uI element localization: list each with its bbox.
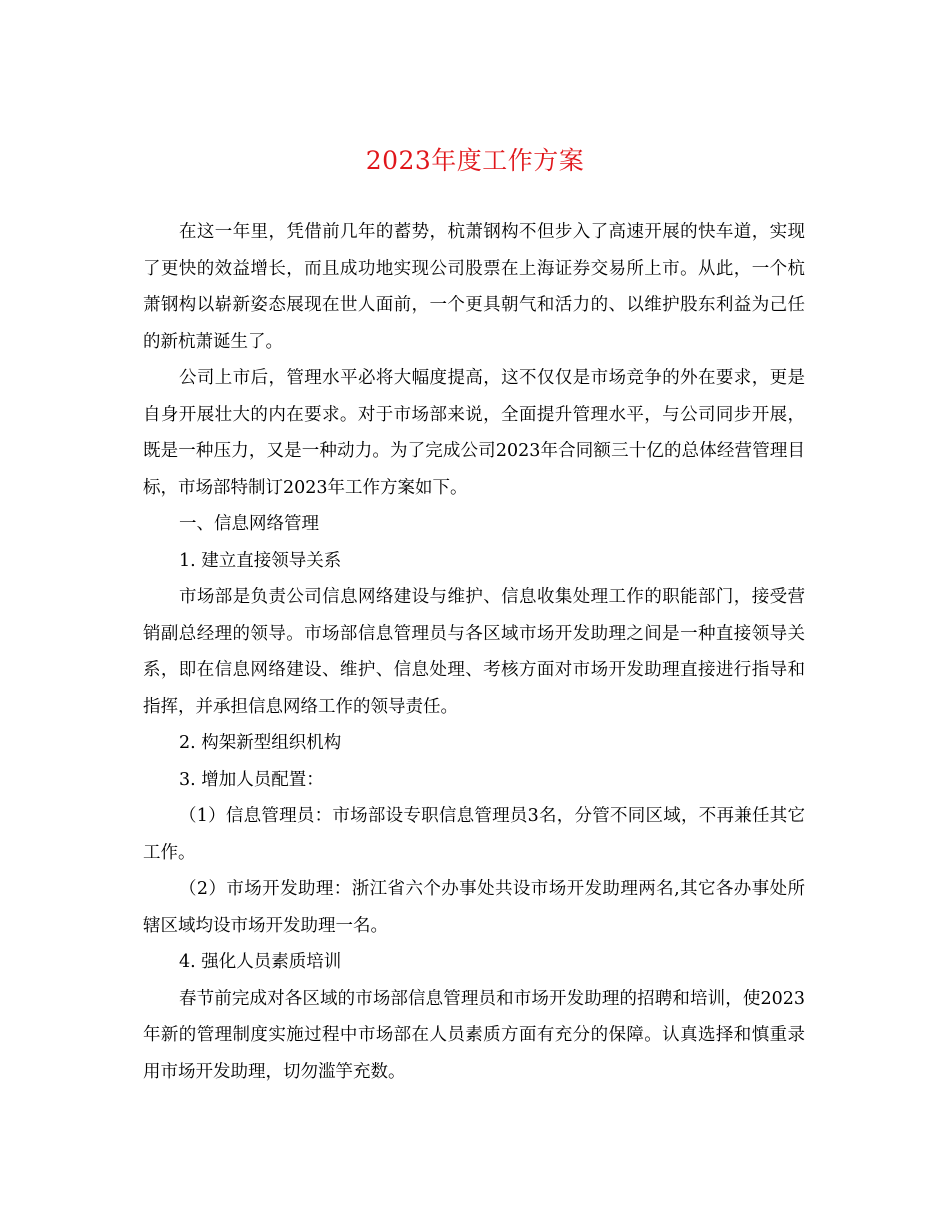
paragraph-staff-1: （1）信息管理员：市场部设专职信息管理员3名，分管不同区域，不再兼任其它工作。 bbox=[143, 806, 805, 863]
item-heading-1: 1. 建立直接领导关系 bbox=[179, 550, 342, 571]
paragraph-goal: 公司上市后，管理水平必将大幅度提高，这不仅仅是市场竞争的外在要求，更是自身开展壮大的内在要求。对于市场部来说，全面提升管理水平，与公司同步开展，既是一种压力，又是一种动力。为了完成公司2023年合同额三十亿的总体经营管理目标，市场部特制订2023年工作方案如下。 bbox=[143, 368, 805, 498]
paragraph-leadership: 市场部是负责公司信息网络建设与维护、信息收集处理工作的职能部门，接受营销副总经理的领导。市场部信息管理员与各区域市场开发助理之间是一种直接领导关系，即在信息网络建设、维护、信息处理、考核方面对市场开发助理直接进行指导和指挥，并承担信息网络工作的领导责任。 bbox=[143, 587, 805, 717]
paragraph-staff-2: （2）市场开发助理：浙江省六个办事处共设市场开发助理两名,其它各办事处所辖区域均设市场开发助理一名。 bbox=[143, 879, 805, 936]
item-heading-3: 3. 增加人员配置： bbox=[179, 769, 324, 790]
paragraph-training: 春节前完成对各区域的市场部信息管理员和市场开发助理的招聘和培训，使2023年新的管理制度实施过程中市场部在人员素质方面有充分的保障。认真选择和慎重录用市场开发助理，切勿滥竽充数。 bbox=[143, 988, 805, 1082]
paragraph-intro: 在这一年里，凭借前几年的蓄势，杭萧钢构不但步入了高速开展的快车道，实现了更快的效益增长，而且成功地实现公司股票在上海证券交易所上市。从此，一个杭萧钢构以崭新姿态展现在世人面前，一个更具朝气和活力的、以维护股东利益为己任的新杭萧诞生了。 bbox=[143, 222, 805, 352]
document-title: 2023年度工作方案 bbox=[365, 146, 585, 175]
item-heading-2: 2. 构架新型组织机构 bbox=[179, 733, 342, 753]
item-heading-4: 4. 强化人员素质培训 bbox=[179, 952, 342, 972]
document-body bbox=[143, 214, 805, 1090]
section-heading-info-network: 一、信息网络管理 bbox=[179, 514, 319, 534]
